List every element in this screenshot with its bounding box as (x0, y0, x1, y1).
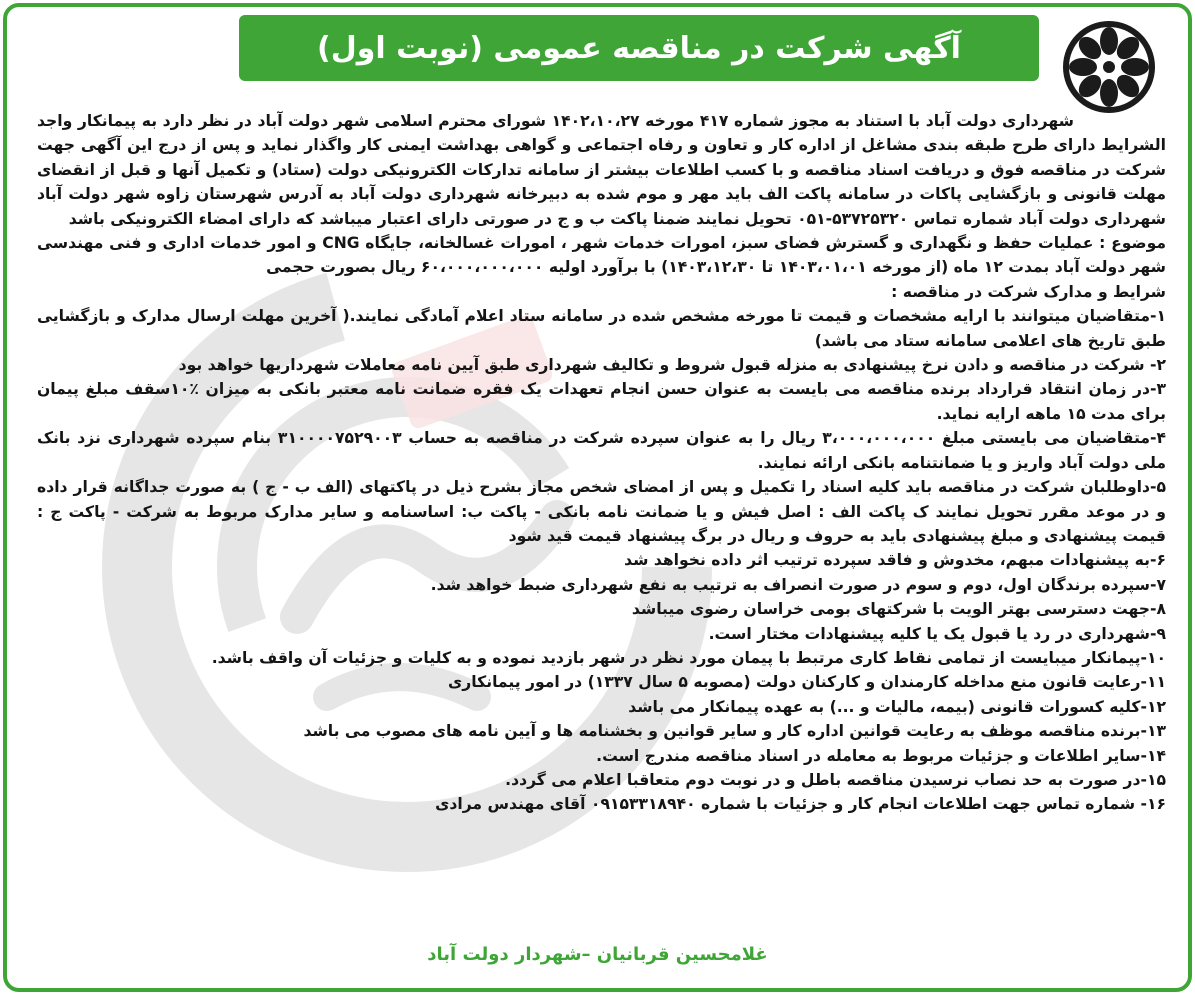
intro-paragraph (37, 109, 1166, 231)
municipality-emblem-icon (1054, 17, 1164, 117)
condition-item: ۱۶- شماره تماس جهت اطلاعات انجام کار و جزئیات با شماره ۰۹۱۵۳۳۱۸۹۴۰ آقای مهندس مرادی (435, 795, 1166, 814)
title-banner (239, 15, 1039, 81)
condition-item: ۴-متقاضیان می بایستی مبلغ ۳،۰۰۰،۰۰۰،۰۰۰ ریال را به عنوان سپرده شرکت در مناقصه به حساب ۳۱۰۰۰۰۷۵۲۹۰۰۳ بنام سپرده شهرداری نزد بانک ملی دولت آباد واریز و یا ضمانتنامه بانکی ارائه نمایند. (37, 429, 1167, 472)
condition-item: ۱-متقاضیان میتوانند با ارایه مشخصات و قیمت تا مورخه مشخص شده در سامانه ستاد اعلام آمادگی نمایند.( آخرین مهلت ارسال مدارک و بازگشایی طبق تاریخ های اعلامی سامانه ستاد می باشد) (37, 307, 1166, 350)
condition-item: ۱۲-کلیه کسورات قانونی (بیمه، مالیات و ...) به عهده پیمانکار می باشد (628, 697, 1166, 716)
conditions-heading: شرایط و مدارک شرکت در مناقصه : (891, 282, 1166, 301)
condition-item: ۱۴-سایر اطلاعات و جزئیات مربوط به معامله در اسناد مناقصه مندرج است. (596, 746, 1166, 765)
intro-text: با استناد به مجوز شماره ۴۱۷ مورخه ۱۴۰۲،۱۰،۲۷ شورای محترم اسلامی شهر دولت آباد در نظر دارد به پیمانکار واجد الشرایط دارای طرح طبقه بندی مشاغل از اداره کار و تعاون و رفاه اجتماعی و گواهی بهداشت ایمنی کار واگذار نماید و پس از درج این آگهی جهت شرکت در مناقصه فوق و دریافت اسناد مناقصه و با کسب اطلاعات بیشتر از سامانه تدارکات الکترونیکی دولت (ستاد) و تکمیل آنها و قبل از انقضای مهلت قانونی و بازگشایی پاکات در سامانه پاکت الف باید مهر و موم شده به دبیرخانه شهرداری دولت آباد به آدرس شهرستان زاوه شهر دولت آباد شهرداری دولت آباد شماره تماس ۵۳۷۲۵۳۲۰-۰۵۱ تحویل نمایند ضمنا پاکت ب و ج در صورتی دارای اعتبار میباشد که دارای امضاء الکترونیکی باشد (37, 112, 1166, 228)
subject-paragraph: موضوع : عملیات حفظ و نگهداری و گسترش فضای سبز، امورات خدمات شهر ، امورات غسالخانه، جایگاه CNG و امور خدمات اداری و فنی مهندسی شهر دولت آباد بمدت ۱۲ ماه (از مورخه ۱۴۰۳،۰۱،۰۱ تا ۱۴۰۳،۱۲،۳۰) با برآورد اولیه ۶۰،۰۰۰،۰۰۰،۰۰۰ ریال بصورت حجمی (37, 234, 1166, 277)
condition-item: ۱۵-در صورت به حد نصاب نرسیدن مناقصه باطل و در نوبت دوم متعاقبا اعلام می گردد. (505, 770, 1166, 789)
notice-body (37, 109, 1166, 817)
condition-item: ۳-در زمان انتقاد قرارداد برنده مناقصه می بایست به عنوان حسن انجام تعهدات یک فقره ضمانت نامه معتبر بانکی به میزان ٪۱۰سقف مبلغ پیمان برای مدت ۱۵ ماهه ارایه نماید. (37, 380, 1166, 423)
notice-frame (3, 3, 1192, 992)
condition-item: ۱۱-رعایت قانون منع مداخله کارمندان و کارکنان دولت (مصوبه ۵ سال ۱۳۳۷) در امور پیمانکاری (448, 673, 1166, 692)
condition-item: ۶-به پیشنهادات مبهم، مخدوش و فاقد سپرده ترتیب اثر داده نخواهد شد (624, 551, 1166, 570)
condition-item: ۸-جهت دسترسی بهتر الویت با شرکتهای بومی خراسان رضوی میباشد (631, 600, 1166, 619)
condition-item: ۷-سپرده برندگان اول، دوم و سوم در صورت انصراف به ترتیب به نفع شهرداری ضبط خواهد شد. (430, 575, 1166, 594)
condition-item: ۲- شرکت در مناقصه و دادن نرخ پیشنهادی به منزله قبول شروط و تکالیف شهرداری طبق آیین نامه معاملات شهرداریها خواهد بود (178, 356, 1166, 375)
condition-item: ۱۰-پیمانکار میبایست از تمامی نقاط کاری مرتبط با پیمان مورد نظر در شهر بازدید نموده و به کلیات و جزئیات آن واقف باشد. (211, 648, 1166, 667)
condition-item: ۵-داوطلبان شرکت در مناقصه باید کلیه اسناد را تکمیل و پس از امضای شخص مجاز بشرح ذیل در پاکتهای (الف ب - ج ) به صورت جداگانه قرار داده و در موعد مقرر تحویل نمایند ک پاکت الف : اصل فیش و یا ضمانت نامه بانکی - پاکت ب: اساسنامه و سایر مدارک مربوط به شرکت - پاکت ج : قیمت پیشنهادی و مبلغ پیشنهادی باید به حروف و ریال در برگ پیشنهاد قیمت قید شود (37, 478, 1166, 545)
org-name: شهرداری دولت آباد (925, 112, 1074, 130)
page-title: آگهی شرکت در مناقصه عمومی (نوبت اول) (317, 30, 961, 66)
signature: غلامحسین قربانیان –شهردار دولت آباد (427, 944, 768, 965)
condition-item: ۹-شهرداری در رد یا قبول یک یا کلیه پیشنهادات مختار است. (708, 624, 1166, 643)
condition-item: ۱۳-برنده مناقصه موظف به رعایت قوانین اداره کار و سایر قوانین و بخشنامه ها و آیین نامه های مصوب می باشد (303, 722, 1166, 741)
